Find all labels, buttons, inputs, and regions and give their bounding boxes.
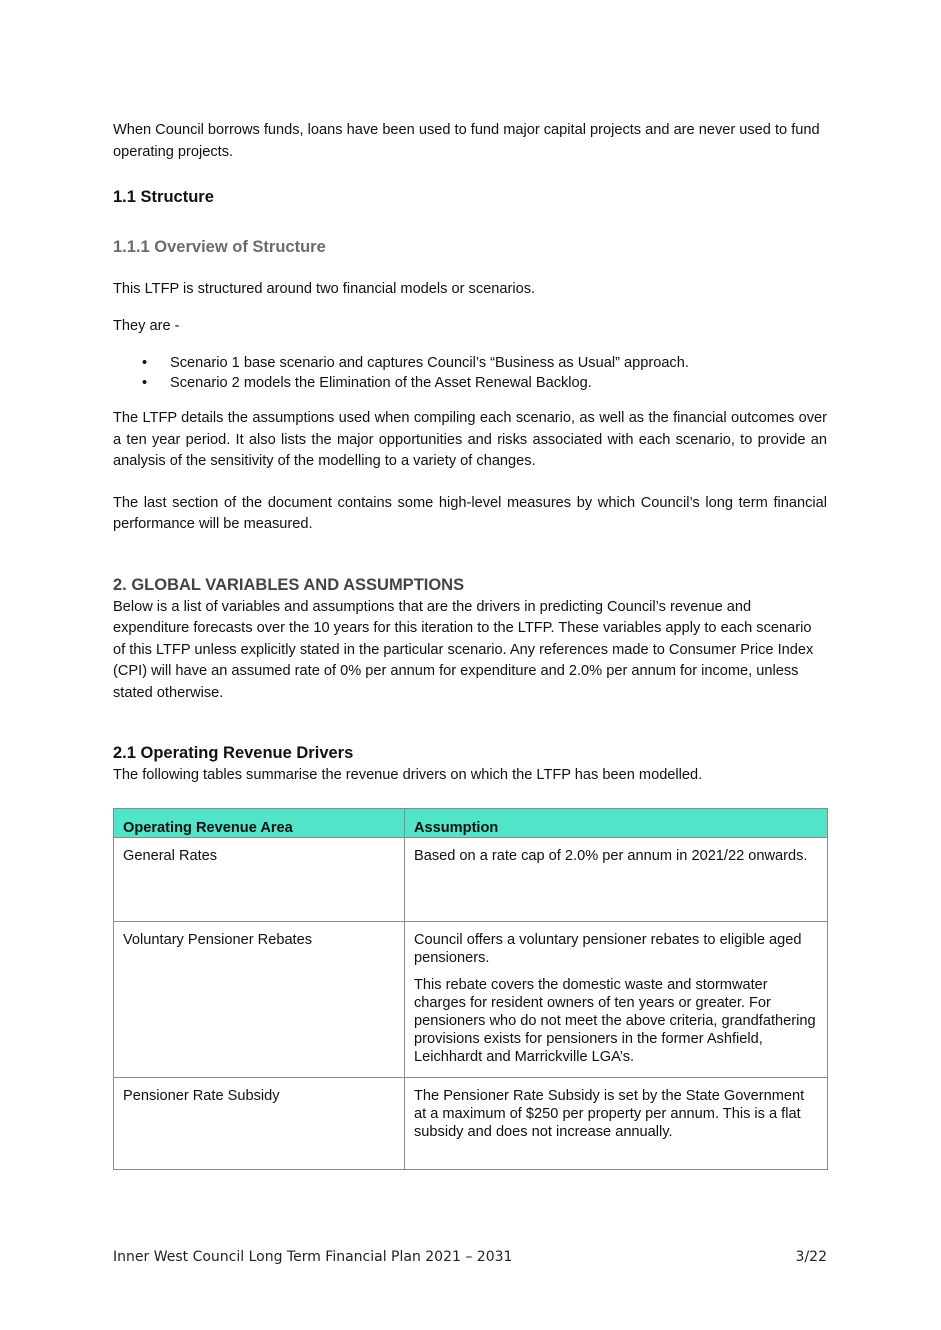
intro-paragraph: When Council borrows funds, loans have been used to fund major capital projects and are never used to fund operating projects. (113, 122, 820, 160)
scenario-list (113, 353, 827, 393)
table-cell-assumption (405, 1077, 828, 1169)
table-cell-area: General Rates (114, 837, 405, 921)
they-are-paragraph: They are - (113, 317, 180, 334)
structure-paragraph: This LTFP is structured around two financial models or scenarios. (113, 281, 536, 297)
table-cell-assumption (405, 837, 828, 921)
section-heading-operating-revenue: 2.1 Operating Revenue Drivers (113, 744, 354, 762)
footer-document-title: Inner West Council Long Term Financial Plan 2021 – 2031 (113, 1249, 513, 1265)
page-footer (113, 1249, 827, 1269)
table-row (114, 837, 828, 921)
operating-revenue-paragraph: The following tables summarise the revenue drivers on which the LTFP has been modelled. (113, 767, 703, 783)
assumption-text: Based on a rate cap of 2.0% per annum in 2021/22 onwards. (414, 847, 808, 864)
table-cell-area: Voluntary Pensioner Rebates (114, 921, 405, 1077)
table-header-assumption: Assumption (405, 808, 828, 837)
section-heading-global-variables: 2. GLOBAL VARIABLES AND ASSUMPTIONS (113, 575, 465, 594)
section-heading-structure: 1.1 Structure (113, 188, 214, 206)
list-item: • Scenario 1 base scenario and captures Council’s “Business as Usual” approach. (113, 353, 827, 373)
table-header-row (114, 808, 828, 837)
global-variables-paragraph: Below is a list of variables and assumptions that are the drivers in predicting Council’s revenue and expenditure forecasts over the 10 years for this iteration to the LTFP. These variables apply to each scenario of this LTFP unless explicitly stated in the particular scenario. Any references made to Consumer Price Index (CPI) will have an assumed rate of 0% per annum for expenditure and 2.0% per annum for income, unless stated otherwise. (113, 598, 814, 701)
assumptions-paragraph: The LTFP details the assumptions used when compiling each scenario, as well as the financial outcomes over a ten year period. It also lists the major opportunities and risks associated with each scenario, to provide an analysis of the sensitivity of the modelling to a variety of changes. (113, 410, 827, 469)
table-cell-area: Pensioner Rate Subsidy (114, 1077, 405, 1169)
measures-paragraph: The last section of the document contains some high-level measures by which Council’s long term financial performance will be measured. (113, 494, 827, 532)
list-item: • Scenario 2 models the Elimination of the Asset Renewal Backlog. (113, 373, 827, 393)
document-page (113, 120, 827, 1170)
table-cell-assumption (405, 921, 828, 1077)
subsection-heading-overview: 1.1.1 Overview of Structure (113, 238, 326, 256)
assumption-text: The Pensioner Rate Subsidy is set by the State Government at a maximum of $250 per property per annum. This is a flat subsidy and does not increase annually. (414, 1087, 805, 1140)
revenue-drivers-table (113, 808, 828, 1170)
table-row (114, 921, 828, 1077)
assumption-text: This rebate covers the domestic waste and stormwater charges for resident owners of ten years or greater. For pensioners who do not meet the above criteria, grandfathering provisions exists for pensioners in the former Ashfield, Leichhardt and Marrickville LGA’s. (414, 976, 816, 1065)
assumption-text: Council offers a voluntary pensioner rebates to eligible aged pensioners. (414, 931, 802, 966)
footer-page-number: 3/22 (795, 1249, 827, 1265)
table-row (114, 1077, 828, 1169)
table-header-area: Operating Revenue Area (114, 808, 405, 837)
